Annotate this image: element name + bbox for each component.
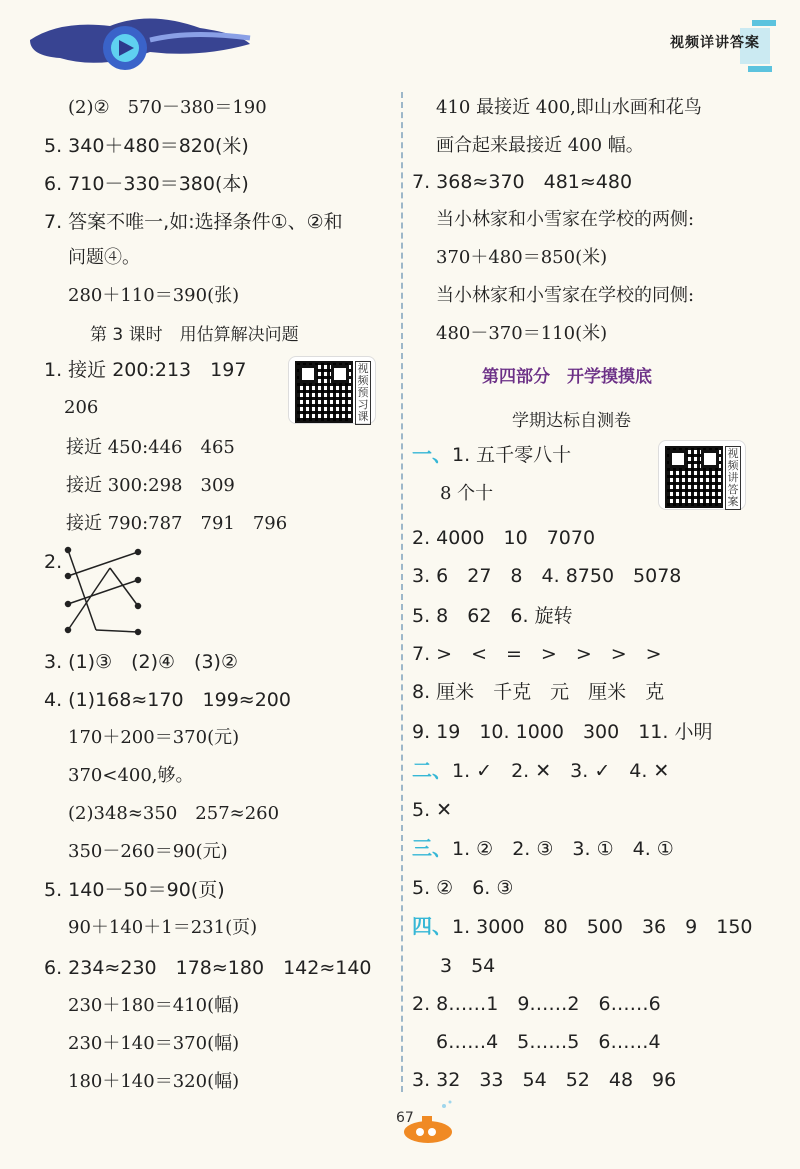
answer-line: 206 — [64, 397, 99, 418]
qr-code-icon — [295, 361, 353, 423]
answer-line: 7. 答案不唯一,如:选择条件①、②和 — [44, 211, 343, 233]
answer-line: 280＋110＝390(张) — [68, 285, 240, 306]
page-number: 67 — [396, 1110, 414, 1126]
section-number: 三、 — [412, 836, 452, 860]
answer-line: 当小林家和小雪家在学校的同侧: — [436, 285, 695, 306]
answer-line: 230＋180＝410(幅) — [68, 995, 240, 1016]
answer-line: 90＋140＋1＝231(页) — [68, 917, 258, 938]
answer-line: (2)348≈350 257≈260 — [68, 803, 280, 824]
answer-line: 6. 710－330＝380(本) — [44, 173, 249, 195]
exam-line: 四、1. 3000 80 500 36 9 150 — [412, 914, 753, 938]
exam-line: 5. 8 62 6. 旋转 — [412, 605, 573, 627]
header-title: 视频详讲答案 — [670, 35, 760, 51]
answer-line: 6. 234≈230 178≈180 142≈140 — [44, 957, 372, 979]
exam-line: 二、1. ✓ 2. ✕ 3. ✓ 4. ✕ — [412, 758, 670, 782]
answer-line: 当小林家和小雪家在学校的两侧: — [436, 209, 695, 230]
column-divider — [401, 92, 403, 1092]
answer-line: 480－370＝110(米) — [436, 323, 608, 344]
answer-line: 接近 790:787 791 796 — [66, 513, 288, 534]
answer-line: 410 最接近 400,即山水画和花鸟 — [436, 97, 702, 118]
exam-line: 8. 厘米 千克 元 厘米 克 — [412, 681, 665, 703]
exam-line: 3. 6 27 8 4. 8750 5078 — [412, 565, 682, 587]
answer-line: 230＋140＝370(幅) — [68, 1033, 240, 1054]
answer-line: 画合起来最接近 400 幅。 — [436, 135, 644, 156]
qr-code-icon — [665, 446, 723, 508]
answer-line: 170＋200＝370(元) — [68, 727, 240, 748]
exam-line: 2. 8……1 9……2 6……6 — [412, 993, 661, 1015]
answer-line: 接近 450:446 465 — [66, 437, 235, 458]
answer-line: 370＋480＝850(米) — [436, 247, 608, 268]
answer-line: 问题④。 — [68, 247, 140, 268]
answer-line: 5. 340＋480＝820(米) — [44, 135, 249, 157]
answer-line: 5. 140－50＝90(页) — [44, 879, 225, 901]
answer-line: 接近 300:298 309 — [66, 475, 235, 496]
exam-line: 2. 4000 10 7070 — [412, 527, 596, 549]
answer-line: 4. (1)168≈170 199≈200 — [44, 689, 291, 711]
page-header — [0, 0, 800, 78]
answer-line: 2. — [44, 551, 63, 573]
exam-line: 5. ✕ — [412, 799, 453, 821]
exam-line: 3 54 — [440, 955, 496, 977]
answer-line: 7. 368≈370 481≈480 — [412, 171, 633, 193]
answer-line: 350－260＝90(元) — [68, 841, 228, 862]
answer-line: (2)② 570－380＝190 — [68, 97, 267, 118]
answer-line: 1. 接近 200:213 197 — [44, 359, 247, 381]
answer-line: 180＋140＝320(幅) — [68, 1071, 240, 1092]
exam-line: 7. > < = > > > > — [412, 643, 662, 665]
qr-code-card — [658, 440, 746, 510]
part-title: 第四部分 开学摸摸底 — [482, 367, 652, 387]
qr-label: 视频讲答案 — [725, 446, 741, 510]
exam-line: 3. 32 33 54 52 48 96 — [412, 1069, 677, 1091]
submarine-icon — [370, 1098, 470, 1148]
lesson-title: 第 3 课时 用估算解决问题 — [90, 325, 299, 345]
section-number: 一、 — [412, 442, 452, 466]
qr-code-card — [288, 356, 376, 424]
section-number: 四、 — [412, 914, 452, 938]
matching-diagram — [60, 544, 150, 636]
exam-line: 三、1. ② 2. ③ 3. ① 4. ① — [412, 836, 674, 860]
qr-label: 视频预习课 — [355, 361, 371, 425]
exam-line: 8 个十 — [440, 483, 494, 504]
exam-line: 9. 19 10. 1000 300 11. 小明 — [412, 721, 713, 743]
exam-line: 5. ② 6. ③ — [412, 877, 514, 899]
answer-line: 370<400,够。 — [68, 765, 194, 786]
section-number: 二、 — [412, 758, 452, 782]
exam-line: 一、1. 五千零八十 — [412, 442, 572, 466]
exam-title: 学期达标自测卷 — [512, 411, 631, 431]
exam-line: 6……4 5……5 6……4 — [436, 1031, 661, 1053]
answer-line: 3. (1)③ (2)④ (3)② — [44, 651, 239, 673]
